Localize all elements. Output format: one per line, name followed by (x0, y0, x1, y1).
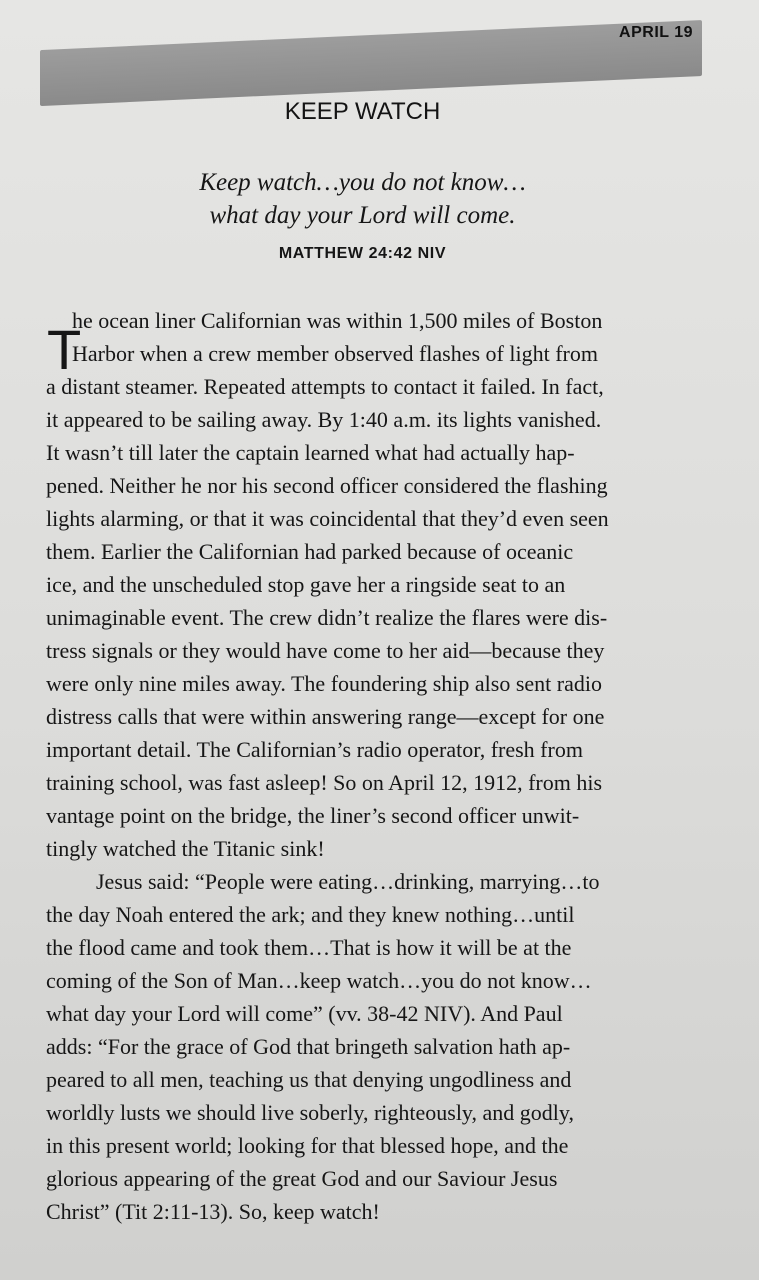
body-line: a distant steamer. Repeated attempts to contact it failed. In fact, (46, 374, 604, 399)
body-line: vantage point on the bridge, the liner’s second officer unwit- (46, 803, 580, 828)
body-line: unimaginable event. The crew didn’t realize the flares were dis- (46, 605, 608, 630)
body-line: tress signals or they would have come to her aid—because they (46, 638, 605, 663)
body-line: what day your Lord will come” (vv. 38-42 NIV). And Paul (46, 1001, 563, 1026)
body-line: Jesus said: “People were eating…drinking, marrying…to (96, 869, 600, 894)
body-line: training school, was fast asleep! So on April 12, 1912, from his (46, 770, 603, 795)
body-line: adds: “For the grace of God that bringeth salvation hath ap- (46, 1034, 571, 1059)
body-text (46, 304, 718, 1228)
body-line: in this present world; looking for that blessed hope, and the (46, 1133, 569, 1158)
body-line: he ocean liner Californian was within 1,500 miles of Boston (72, 308, 603, 333)
body-line: Harbor when a crew member observed flashes of light from (72, 341, 598, 366)
body-line: pened. Neither he nor his second officer considered the flashing (46, 473, 608, 498)
body-line: It wasn’t till later the captain learned what had actually hap- (46, 440, 575, 465)
body-line: worldly lusts we should live soberly, righteously, and godly, (46, 1100, 574, 1125)
verse-reference: MATTHEW 24:42 NIV (278, 245, 447, 262)
body-line: glorious appearing of the great God and our Saviour Jesus (46, 1166, 558, 1191)
body-line: coming of the Son of Man…keep watch…you do not know… (46, 968, 592, 993)
body-line: the day Noah entered the ark; and they knew nothing…until (46, 902, 575, 927)
body-line: peared to all men, teaching us that denying ungodliness and (46, 1067, 572, 1092)
verse-line-1: Keep watch…you do not know… (199, 169, 526, 196)
body-line: were only nine miles away. The foundering ship also sent radio (46, 671, 602, 696)
body-line: them. Earlier the Californian had parked because of oceanic (46, 539, 574, 564)
body-line: ice, and the unscheduled stop gave her a ringside seat to an (46, 572, 566, 597)
scripture-verse (0, 166, 725, 232)
body-line: the flood came and took them…That is how it will be at the (46, 935, 572, 960)
header-band (40, 20, 702, 106)
drop-cap: T (47, 318, 82, 381)
body-line: tingly watched the Titanic sink! (46, 836, 325, 861)
page-title: KEEP WATCH (284, 98, 441, 125)
body-line: Christ” (Tit 2:11-13). So, keep watch! (46, 1199, 380, 1224)
verse-line-2: what day your Lord will come. (209, 202, 516, 229)
body-line: lights alarming, or that it was coincidental that they’d even seen (46, 506, 609, 531)
body-line: it appeared to be sailing away. By 1:40 a.m. its lights vanished. (46, 407, 602, 432)
body-line: distress calls that were within answering range—except for one (46, 704, 605, 729)
body-line: important detail. The Californian’s radio operator, fresh from (46, 737, 583, 762)
page-date: APRIL 19 (619, 24, 693, 41)
